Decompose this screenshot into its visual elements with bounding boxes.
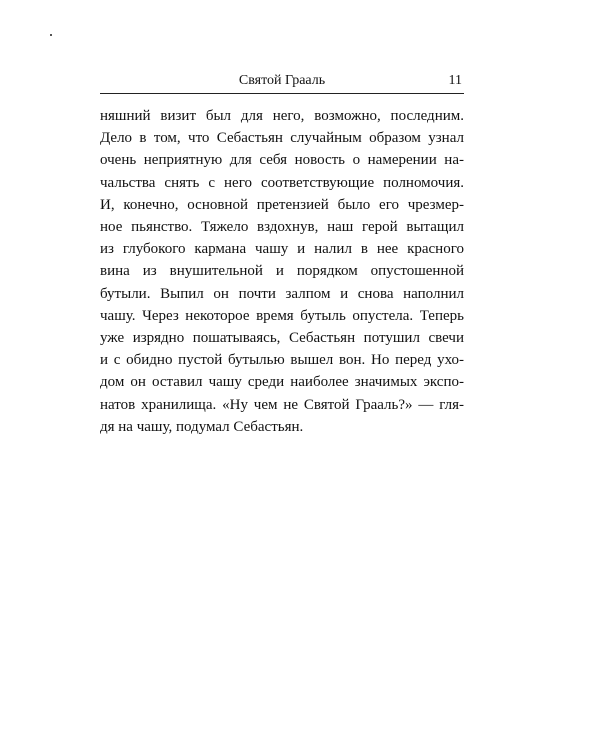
- text-line: и с обидно пустой бутылью вышел вон. Но перед ухо-: [100, 352, 464, 369]
- running-header: [100, 71, 464, 93]
- text-line: дом он оставил чашу среди наиболее значимых экспо-: [100, 374, 464, 391]
- running-header-title: Святой Грааль: [238, 73, 326, 88]
- header-rule: [100, 93, 464, 94]
- text-line: уже изрядно пошатываясь, Себастьян потушил свечи: [100, 330, 464, 347]
- text-line: из глубокого кармана чашу и налил в нее красного: [100, 241, 464, 258]
- text-line: няшний визит был для него, возможно, последним.: [100, 108, 464, 124]
- text-line: натов хранилища. «Ну чем не Святой Грааль?» — гля-: [100, 396, 464, 413]
- text-line: дя на чашу, подумал Себастьян.: [100, 418, 304, 435]
- text-line: чальства снять с него соответствующие полномочия.: [100, 174, 464, 191]
- text-line: ное пьянство. Тяжело вздохнув, наш герой вытащил: [100, 219, 464, 236]
- text-line: вина из внушительной и порядком опустошенной: [100, 263, 464, 280]
- page-number: 11: [448, 73, 462, 88]
- text-line: бутыли. Выпил он почти залпом и снова наполнил: [100, 285, 464, 302]
- text-line: очень неприятную для себя новость о намерении на-: [100, 152, 464, 169]
- text-line: чашу. Через некоторое время бутыль опустела. Теперь: [100, 307, 464, 324]
- text-line: И, конечно, основной претензией было его чрезмер-: [100, 196, 464, 213]
- scan-speck: [50, 34, 52, 36]
- text-line: Дело в том, что Себастьян случайным образом узнал: [100, 130, 464, 147]
- body-paragraph: [100, 105, 464, 438]
